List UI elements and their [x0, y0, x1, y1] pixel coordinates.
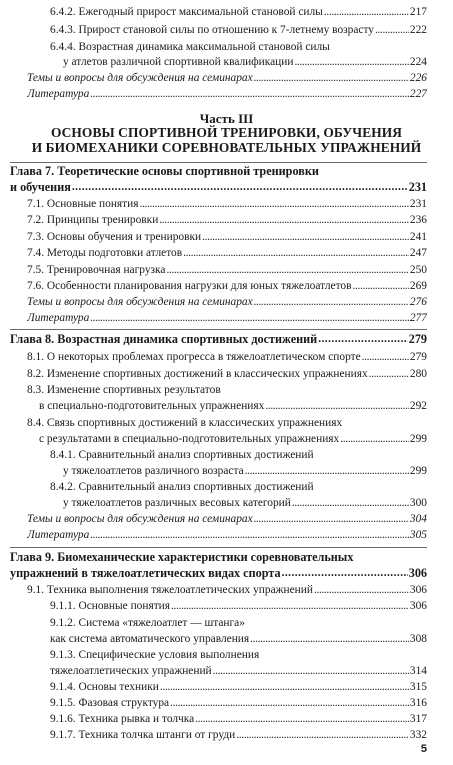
entry-page: 276 [409, 296, 427, 308]
entry-title: 9.1.1. Основные понятия [50, 600, 171, 612]
toc-entry[interactable] [63, 465, 427, 478]
chapter-title-line1: Глава 9. Биомеханические характеристики соревновательных [10, 550, 354, 564]
entry-page: 226 [409, 72, 427, 84]
entry-title: в специально-подготовительных упражнениях [39, 400, 265, 412]
entry-title: 7.5. Тренировочная нагрузка [27, 264, 166, 276]
toc-entry[interactable] [27, 368, 427, 381]
entry-title: 9.1.5. Фазовая структура [50, 697, 170, 709]
toc-entry[interactable] [50, 665, 427, 678]
toc-entry[interactable] [27, 247, 427, 260]
entry-page: 299 [409, 465, 427, 477]
toc-entry[interactable] [39, 433, 427, 446]
entry-title-line1: 8.4.2. Сравнительный анализ спортивных достижений [50, 481, 314, 493]
toc-entry[interactable] [50, 713, 427, 726]
entry-title-line1: 8.4. Связь спортивных достижений в классических упражнениях [27, 417, 343, 429]
toc-entry[interactable] [27, 198, 427, 211]
entry-title: 9.1.4. Основы техники [50, 681, 159, 693]
entry-page: 250 [409, 264, 427, 276]
part-subtitle-line1: ОСНОВЫ СПОРТИВНОЙ ТРЕНИРОВКИ, ОБУЧЕНИЯ [50, 125, 403, 140]
chapter-page: 279 [408, 333, 427, 346]
entry-page: 241 [409, 231, 427, 243]
entry-page: 236 [409, 214, 427, 226]
entry-title: 7.6. Особенности планирования нагрузки для юных тяжелоатлетов [27, 280, 352, 292]
chapter-title: упражнений в тяжелоатлетических видах спорта [10, 567, 281, 580]
entry-title: у атлетов различной спортивной квалификации [63, 56, 294, 68]
page-number: 5 [420, 743, 427, 755]
toc-entry-seminar[interactable] [27, 72, 427, 85]
entry-page: 304 [409, 513, 427, 525]
entry-title: тяжелоатлетических упражнений [50, 665, 212, 677]
entry-page: 317 [409, 713, 427, 725]
part-title: Часть III [199, 111, 254, 126]
toc-entry-literature[interactable] [27, 312, 427, 325]
toc-entry[interactable] [27, 351, 427, 364]
toc-entry[interactable] [50, 633, 427, 646]
toc-entry[interactable] [63, 56, 427, 69]
toc-entry[interactable] [50, 729, 427, 742]
toc-entry[interactable] [27, 584, 427, 597]
toc-entry[interactable] [50, 600, 427, 613]
chapter-entry[interactable] [10, 181, 427, 194]
entry-title: 9.1. Техника выполнения тяжелоатлетических упражнений [27, 584, 313, 596]
toc-entry-literature[interactable] [27, 529, 427, 542]
part-subtitle-line2: И БИОМЕХАНИКИ СОРЕВНОВАТЕЛЬНЫХ УПРАЖНЕНИЙ [31, 140, 422, 155]
chapter-page: 231 [408, 181, 427, 194]
entry-page: 300 [409, 497, 427, 509]
chapter-title-line1: Глава 7. Теоретические основы спортивной тренировки [10, 164, 319, 178]
entry-title: Литература [27, 529, 90, 541]
entry-title: у тяжелоатлетов различного возраста [63, 465, 244, 477]
entry-page: 217 [409, 6, 427, 18]
entry-page: 314 [409, 665, 427, 677]
entry-page: 269 [409, 280, 427, 292]
entry-page: 306 [409, 600, 427, 612]
entry-page: 247 [409, 247, 427, 259]
entry-title: 7.2. Принципы тренировки [27, 214, 159, 226]
entry-title: 9.1.7. Техника толчка штанги от груди [50, 729, 236, 741]
toc-entry-seminar[interactable] [27, 296, 427, 309]
entry-page: 277 [409, 312, 427, 324]
toc-entry[interactable] [27, 214, 427, 227]
toc-entry[interactable] [63, 497, 427, 510]
entry-page: 227 [409, 88, 427, 100]
entry-page: 306 [409, 584, 427, 596]
toc-entry[interactable] [27, 231, 427, 244]
toc-entry[interactable] [50, 6, 427, 19]
divider [10, 329, 427, 330]
entry-title: 7.4. Методы подготовки атлетов [27, 247, 183, 259]
entry-title: Темы и вопросы для обсуждения на семинарах [27, 513, 253, 525]
entry-title: у тяжелоатлетов различных весовых категорий [63, 497, 291, 509]
entry-title: 6.4.2. Ежегодный прирост максимальной становой силы [50, 6, 323, 18]
entry-title: как система автоматического управления [50, 633, 250, 645]
chapter-entry[interactable] [10, 567, 427, 580]
entry-page: 316 [409, 697, 427, 709]
entry-page: 292 [409, 400, 427, 412]
entry-title: 8.2. Изменение спортивных достижений в классических упражнениях [27, 368, 368, 380]
entry-page: 224 [409, 56, 427, 68]
toc-entry[interactable] [27, 280, 427, 293]
entry-title-line1: 8.3. Изменение спортивных результатов [27, 384, 221, 396]
toc-entry[interactable] [50, 24, 427, 37]
chapter-title: и обучения [10, 181, 71, 194]
toc-entry[interactable] [50, 681, 427, 694]
toc-entry[interactable] [39, 400, 427, 413]
entry-title-line1: 8.4.1. Сравнительный анализ спортивных достижений [50, 449, 314, 461]
chapter-entry[interactable] [10, 333, 427, 346]
chapter-title: Глава 8. Возрастная динамика спортивных достижений [10, 333, 318, 346]
entry-title: Литература [27, 88, 90, 100]
entry-page: 222 [409, 24, 427, 36]
entry-title-line1: 9.1.2. Система «тяжелоатлет — штанга» [50, 617, 245, 629]
entry-page: 299 [409, 433, 427, 445]
entry-title: с результатами в специально-подготовительных упражнениях [39, 433, 340, 445]
entry-page: 231 [409, 198, 427, 210]
entry-page: 308 [409, 633, 427, 645]
entry-title: 7.3. Основы обучения и тренировки [27, 231, 202, 243]
entry-page: 332 [409, 729, 427, 741]
toc-entry[interactable] [27, 264, 427, 277]
entry-title-line1: 9.1.3. Специфические условия выполнения [50, 649, 260, 661]
chapter-page: 306 [408, 567, 427, 580]
entry-title: Темы и вопросы для обсуждения на семинарах [27, 72, 253, 84]
entry-page: 279 [409, 351, 427, 363]
entry-title: 8.1. О некоторых проблемах прогресса в тяжелоатлетическом спорте [27, 351, 361, 363]
entry-title: Темы и вопросы для обсуждения на семинарах [27, 296, 253, 308]
toc-entry-literature[interactable] [27, 88, 427, 101]
toc-entry[interactable] [50, 697, 427, 710]
entry-page: 305 [409, 529, 427, 541]
entry-page: 315 [409, 681, 427, 693]
entry-page: 280 [409, 368, 427, 380]
entry-title-line1: 6.4.4. Возрастная динамика максимальной становой силы [50, 41, 330, 53]
divider [10, 162, 427, 163]
toc-entry-seminar[interactable] [27, 513, 427, 526]
entry-title: 6.4.3. Прирост становой силы по отношению к 7-летнему возрасту [50, 24, 374, 36]
entry-title: 9.1.6. Техника рывка и толчка [50, 713, 195, 725]
entry-title: Литература [27, 312, 90, 324]
entry-title: 7.1. Основные понятия [27, 198, 139, 210]
divider [10, 547, 427, 548]
